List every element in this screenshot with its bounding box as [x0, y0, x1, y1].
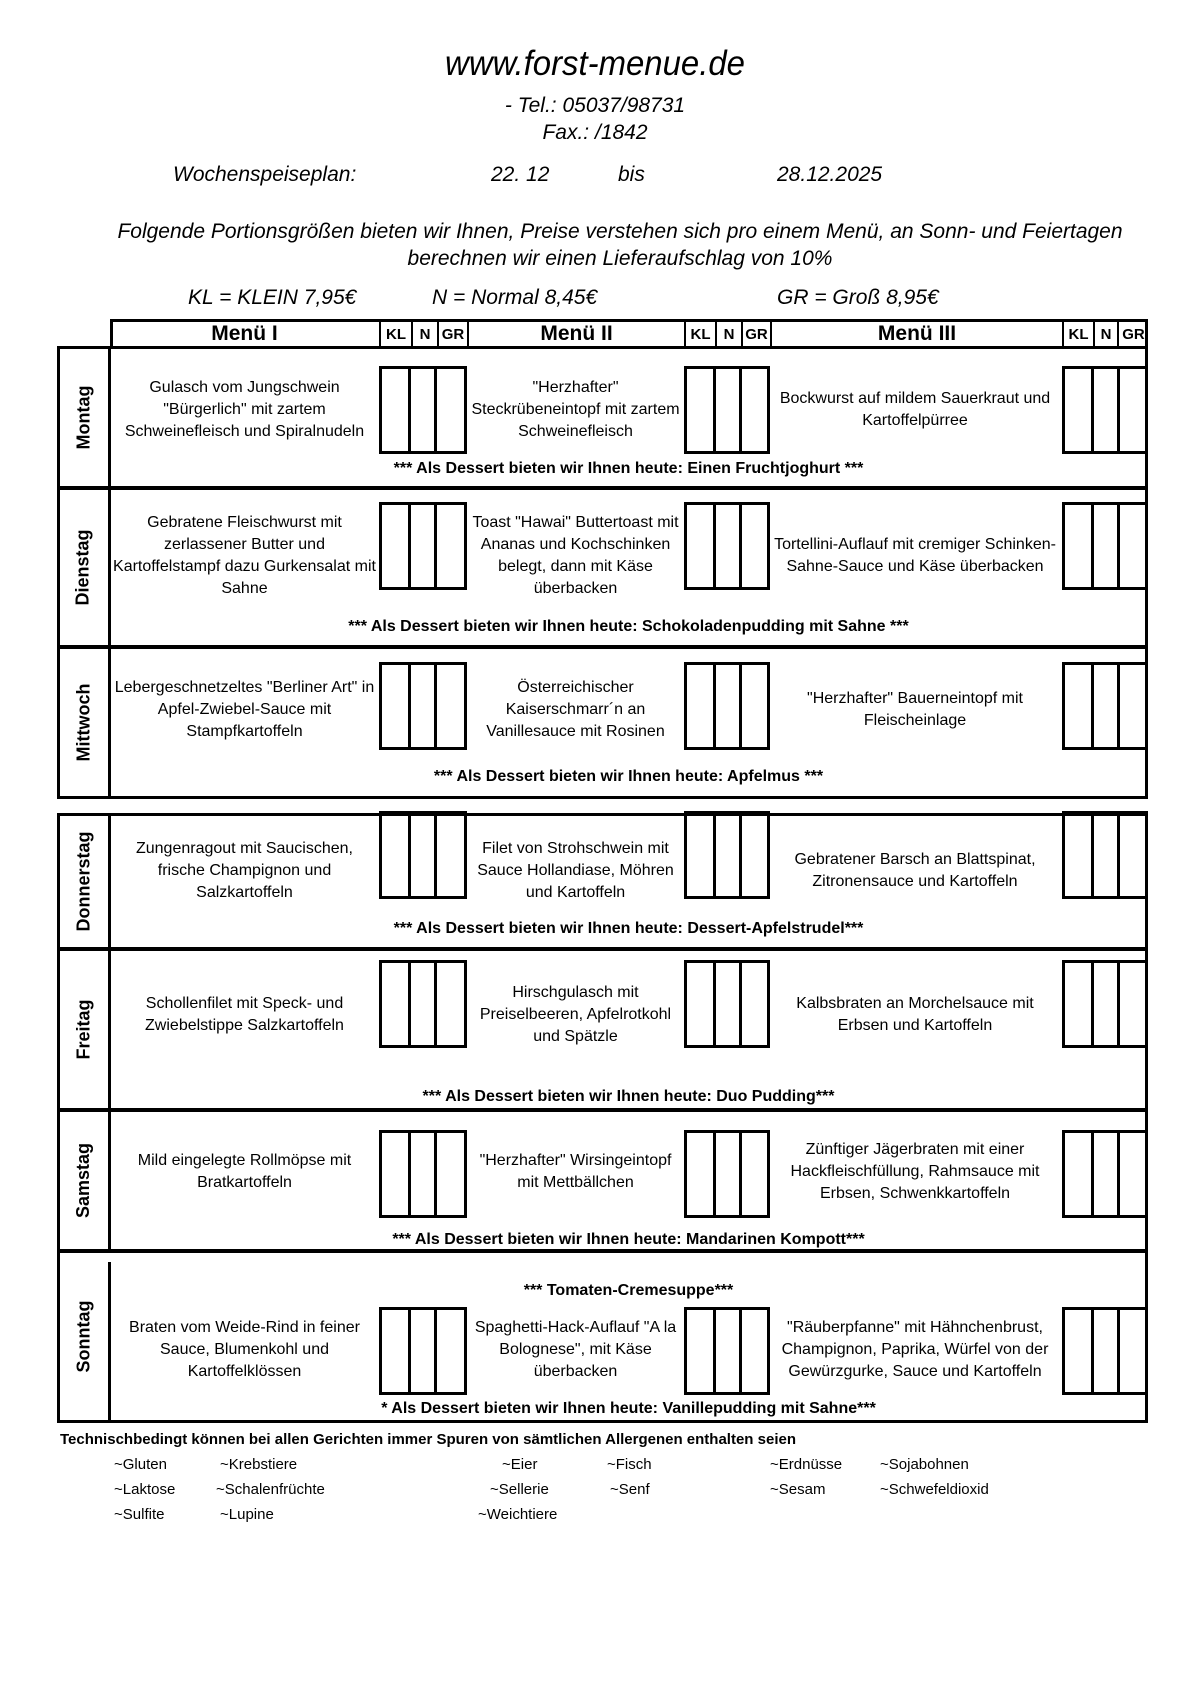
dessert-line: *** Als Dessert bieten wir Ihnen heute: Mandarinen Kompott***	[392, 1231, 865, 1248]
allergen-item: ~Sellerie	[490, 1481, 549, 1498]
plan-separator: bis	[618, 163, 645, 186]
size-checkbox-kl[interactable]	[1065, 963, 1094, 1045]
size-checkbox-gr[interactable]	[437, 963, 464, 1045]
dish-text: Kalbsbraten an Morchelsauce mit Erbsen und Kartoffeln	[796, 995, 1034, 1034]
size-checkbox-kl[interactable]	[382, 1310, 411, 1392]
size-checkbox-n[interactable]	[411, 665, 437, 747]
size-checkbox-gr[interactable]	[437, 1133, 464, 1215]
dish-text: Zungenragout mit Saucischen, frische Champignon und Salzkartoffeln	[135, 840, 353, 901]
size-checkbox-group	[379, 1130, 467, 1218]
phone-number: - Tel.: 05037/98731	[504, 94, 686, 117]
allergen-item: ~Gluten	[114, 1456, 167, 1473]
size-checkbox-n[interactable]	[716, 1310, 742, 1392]
size-checkbox-gr[interactable]	[437, 814, 464, 896]
size-checkbox-n[interactable]	[716, 505, 742, 587]
header-size-n: N	[411, 319, 437, 349]
dessert-line: *** Als Dessert bieten wir Ihnen heute: Einen Fruchtjoghurt ***	[393, 460, 864, 477]
size-checkbox-group	[1062, 1130, 1148, 1218]
dish-text: Bockwurst auf mildem Sauerkraut und Kartoffelpürree	[779, 390, 1051, 429]
dish-menu-3	[770, 360, 1060, 460]
size-checkbox-group	[1062, 366, 1148, 454]
dish-text: Spaghetti-Hack-Auflauf "A la Bolognese", mit Käse überbacken	[474, 1319, 677, 1380]
dish-menu-2	[467, 360, 684, 460]
size-checkbox-kl[interactable]	[1065, 814, 1094, 896]
dish-menu-2	[467, 826, 684, 916]
day-label	[57, 1109, 110, 1252]
header-menu-2: Menü II	[467, 319, 684, 349]
allergen-item: ~Fisch	[607, 1456, 652, 1473]
size-checkbox-gr[interactable]	[742, 665, 767, 747]
size-checkbox-group	[684, 662, 770, 750]
portion-info-text: Folgende Portionsgrößen bieten wir Ihnen, Preise verstehen sich pro einem Menü, an Sonn- und Feiertagen berechnen wir einen Lieferaufschlag von 10%	[117, 220, 1123, 270]
dish-menu-1	[112, 1300, 377, 1400]
dish-text: Hirschgulasch mit Preiselbeeren, Apfelrotkohl und Spätzle	[479, 984, 672, 1045]
size-checkbox-gr[interactable]	[742, 1133, 767, 1215]
size-checkbox-gr[interactable]	[742, 505, 767, 587]
dish-menu-1	[112, 826, 377, 916]
dessert-line: * Als Dessert bieten wir Ihnen heute: Vanillepudding mit Sahne***	[381, 1400, 876, 1417]
size-checkbox-group	[379, 662, 467, 750]
size-checkbox-n[interactable]	[1094, 665, 1120, 747]
size-checkbox-kl[interactable]	[382, 665, 411, 747]
day-name: Montag	[73, 385, 94, 450]
allergen-item: ~Senf	[610, 1481, 650, 1498]
day-label	[57, 346, 110, 489]
dish-menu-3	[770, 500, 1060, 612]
plan-to-date: 28.12.2025	[777, 163, 883, 186]
dish-menu-2	[467, 500, 684, 612]
day-label	[57, 487, 110, 648]
size-checkbox-kl[interactable]	[1065, 1133, 1094, 1215]
size-checkbox-kl[interactable]	[382, 814, 411, 896]
dish-menu-3	[770, 826, 1060, 916]
size-checkbox-group	[684, 960, 770, 1048]
dish-menu-2	[467, 1122, 684, 1222]
dish-menu-3	[770, 660, 1060, 760]
dish-text: Gulasch vom Jungschwein "Bürgerlich" mit zartem Schweinefleisch und Spiralnudeln	[124, 379, 365, 440]
size-checkbox-kl[interactable]	[382, 1133, 411, 1215]
allergen-item: ~Laktose	[114, 1481, 176, 1498]
dish-menu-1	[112, 500, 377, 612]
size-checkbox-group	[684, 811, 770, 899]
day-name: Dienstag	[73, 529, 93, 606]
day-label	[57, 646, 110, 799]
soup-course: *** Tomaten-Cremesuppe***	[523, 1282, 734, 1299]
size-checkbox-group	[684, 1307, 770, 1395]
size-checkbox-group	[684, 502, 770, 590]
dish-text: "Räuberpfanne" mit Hähnchenbrust, Champignon, Paprika, Würfel von der Gewürzgurke, Sauce und Kartoffeln	[781, 1319, 1049, 1380]
size-checkbox-n[interactable]	[716, 963, 742, 1045]
dish-menu-2	[467, 960, 684, 1070]
day-label	[57, 948, 110, 1111]
allergen-item: ~Sesam	[770, 1481, 826, 1498]
day-name: Sonntag	[73, 1300, 93, 1373]
size-checkbox-gr[interactable]	[742, 963, 767, 1045]
size-checkbox-gr[interactable]	[437, 1310, 464, 1392]
size-checkbox-n[interactable]	[1094, 1310, 1120, 1392]
size-checkbox-group	[1062, 502, 1148, 590]
header-size-kl: KL	[1062, 319, 1093, 349]
size-checkbox-gr[interactable]	[742, 814, 767, 896]
dish-text: Gebratener Barsch an Blattspinat, Zitronensauce und Kartoffeln	[794, 851, 1036, 890]
size-checkbox-kl[interactable]	[687, 369, 716, 451]
size-checkbox-group	[1062, 811, 1148, 899]
allergen-item: ~Krebstiere	[220, 1456, 298, 1473]
dish-text: Lebergeschnetzeltes "Berliner Art" in Apfel-Zwiebel-Sauce mit Stampfkartoffeln	[114, 679, 375, 740]
allergen-note: Technischbedingt können bei allen Gerichten immer Spuren von sämtlichen Allergenen enthalten seien	[60, 1431, 796, 1448]
allergen-item: ~Sulfite	[114, 1506, 165, 1523]
size-checkbox-kl[interactable]	[687, 814, 716, 896]
size-checkbox-gr[interactable]	[1120, 665, 1145, 747]
size-checkbox-n[interactable]	[716, 369, 742, 451]
price-normal: N = Normal 8,45€	[432, 286, 598, 309]
size-checkbox-n[interactable]	[716, 1133, 742, 1215]
dessert-line: *** Als Dessert bieten wir Ihnen heute: Schokoladenpudding mit Sahne ***	[348, 618, 909, 635]
dessert-line: *** Als Dessert bieten wir Ihnen heute: Apfelmus ***	[433, 768, 824, 785]
day-name: Freitag	[73, 999, 94, 1060]
size-checkbox-gr[interactable]	[742, 1310, 767, 1392]
size-checkbox-n[interactable]	[1094, 814, 1120, 896]
dish-menu-2	[467, 660, 684, 760]
header-size-gr: GR	[437, 319, 467, 349]
dish-menu-3	[770, 1300, 1060, 1400]
day-name: Donnerstag	[73, 831, 94, 932]
size-checkbox-group	[379, 811, 467, 899]
size-checkbox-n[interactable]	[411, 1310, 437, 1392]
size-checkbox-gr[interactable]	[1120, 1310, 1145, 1392]
day-name: Samstag	[73, 1142, 94, 1219]
dish-text: Braten vom Weide-Rind in feiner Sauce, Blumenkohl und Kartoffelklössen	[129, 1319, 360, 1380]
allergen-item: ~Weichtiere	[478, 1506, 558, 1523]
size-checkbox-kl[interactable]	[687, 505, 716, 587]
size-checkbox-gr[interactable]	[1120, 369, 1145, 451]
size-checkbox-n[interactable]	[716, 814, 742, 896]
size-checkbox-n[interactable]	[411, 1133, 437, 1215]
header-size-gr: GR	[741, 319, 770, 349]
size-checkbox-group	[379, 502, 467, 590]
size-checkbox-n[interactable]	[1094, 505, 1120, 587]
allergen-item: ~Schalenfrüchte	[216, 1481, 325, 1498]
dish-text: Schollenfilet mit Speck- und Zwiebelstippe Salzkartoffeln	[145, 995, 344, 1034]
size-checkbox-kl[interactable]	[1065, 505, 1094, 587]
size-checkbox-kl[interactable]	[382, 505, 411, 587]
size-checkbox-n[interactable]	[411, 814, 437, 896]
allergen-item: ~Sojabohnen	[880, 1456, 969, 1473]
size-checkbox-kl[interactable]	[687, 1310, 716, 1392]
day-label	[57, 1250, 110, 1423]
allergen-item: ~Lupine	[220, 1506, 274, 1523]
dish-menu-1	[112, 660, 377, 760]
dish-text: "Herzhafter" Steckrübeneintopf mit zartem Schweinefleisch	[471, 379, 680, 440]
size-checkbox-kl[interactable]	[687, 1133, 716, 1215]
size-checkbox-kl[interactable]	[1065, 1310, 1094, 1392]
size-checkbox-gr[interactable]	[437, 505, 464, 587]
size-checkbox-group	[1062, 662, 1148, 750]
price-large: GR = Groß 8,95€	[777, 286, 939, 309]
dish-text: Filet von Strohschwein mit Sauce Hollandiase, Möhren und Kartoffeln	[477, 840, 674, 901]
size-checkbox-gr[interactable]	[437, 665, 464, 747]
dish-text: Tortellini-Auflauf mit cremiger Schinken-Sahne-Sauce und Käse überbacken	[774, 536, 1056, 575]
size-checkbox-n[interactable]	[1094, 1133, 1120, 1215]
header-menu-3: Menü III	[770, 319, 1062, 349]
size-checkbox-n[interactable]	[411, 369, 437, 451]
allergen-item: ~Eier	[502, 1456, 538, 1473]
day-label	[57, 813, 110, 950]
size-checkbox-kl[interactable]	[382, 369, 411, 451]
size-checkbox-group	[379, 960, 467, 1048]
dish-text: Österreichischer Kaiserschmarr´n an Vanillesauce mit Rosinen	[486, 679, 665, 740]
allergen-item: ~Erdnüsse	[770, 1456, 843, 1473]
size-checkbox-n[interactable]	[411, 963, 437, 1045]
size-checkbox-gr[interactable]	[1120, 963, 1145, 1045]
dish-menu-1	[112, 960, 377, 1070]
size-checkbox-group	[684, 366, 770, 454]
website-title: www.forst-menue.de	[445, 44, 745, 83]
dessert-line: *** Als Dessert bieten wir Ihnen heute: Dessert-Apfelstrudel***	[393, 920, 864, 937]
header-size-n: N	[715, 319, 741, 349]
size-checkbox-group	[379, 366, 467, 454]
dish-menu-2	[467, 1300, 684, 1400]
size-checkbox-kl[interactable]	[1065, 369, 1094, 451]
allergen-item: ~Schwefeldioxid	[880, 1481, 989, 1498]
size-checkbox-gr[interactable]	[437, 369, 464, 451]
dish-text: Zünftiger Jägerbraten mit einer Hackfleischfüllung, Rahmsauce mit Erbsen, Schwenkkartoffeln	[790, 1141, 1040, 1202]
price-small: KL = KLEIN 7,95€	[188, 286, 357, 309]
dish-text: Toast "Hawai" Buttertoast mit Ananas und Kochschinken belegt, dann mit Käse überbacken	[472, 514, 679, 597]
dish-text: Mild eingelegte Rollmöpse mit Bratkartoffeln	[137, 1152, 352, 1191]
fax-number: Fax.: /1842	[542, 121, 648, 144]
header-menu-1: Menü I	[110, 319, 379, 349]
day-name: Mittwoch	[73, 683, 93, 762]
size-checkbox-group	[379, 1307, 467, 1395]
header-size-gr: GR	[1117, 319, 1148, 349]
dish-menu-3	[770, 960, 1060, 1070]
size-checkbox-n[interactable]	[1094, 369, 1120, 451]
size-checkbox-gr[interactable]	[742, 369, 767, 451]
size-checkbox-kl[interactable]	[382, 963, 411, 1045]
plan-label: Wochenspeiseplan:	[173, 163, 357, 186]
size-checkbox-kl[interactable]	[687, 963, 716, 1045]
plan-from-date: 22. 12	[491, 163, 550, 186]
size-checkbox-group	[1062, 1307, 1148, 1395]
dish-text: Gebratene Fleischwurst mit zerlassener Butter und Kartoffelstampf dazu Gurkensalat mit Sahne	[113, 514, 376, 597]
size-checkbox-n[interactable]	[716, 665, 742, 747]
header-size-kl: KL	[684, 319, 715, 349]
size-checkbox-group	[1062, 960, 1148, 1048]
dish-menu-3	[770, 1122, 1060, 1222]
size-checkbox-kl[interactable]	[1065, 665, 1094, 747]
size-checkbox-n[interactable]	[1094, 963, 1120, 1045]
dish-text: "Herzhafter" Bauerneintopf mit Fleischeinlage	[807, 690, 1023, 729]
dish-menu-1	[112, 1122, 377, 1222]
dish-text: "Herzhafter" Wirsingeintopf mit Mettbällchen	[479, 1152, 672, 1191]
size-checkbox-kl[interactable]	[687, 665, 716, 747]
size-checkbox-gr[interactable]	[1120, 814, 1145, 896]
dessert-line: *** Als Dessert bieten wir Ihnen heute: Duo Pudding***	[422, 1088, 835, 1105]
size-checkbox-gr[interactable]	[1120, 1133, 1145, 1215]
header-size-n: N	[1093, 319, 1117, 349]
dish-menu-1	[112, 360, 377, 460]
size-checkbox-n[interactable]	[411, 505, 437, 587]
size-checkbox-group	[684, 1130, 770, 1218]
header-size-kl: KL	[379, 319, 411, 349]
size-checkbox-gr[interactable]	[1120, 505, 1145, 587]
